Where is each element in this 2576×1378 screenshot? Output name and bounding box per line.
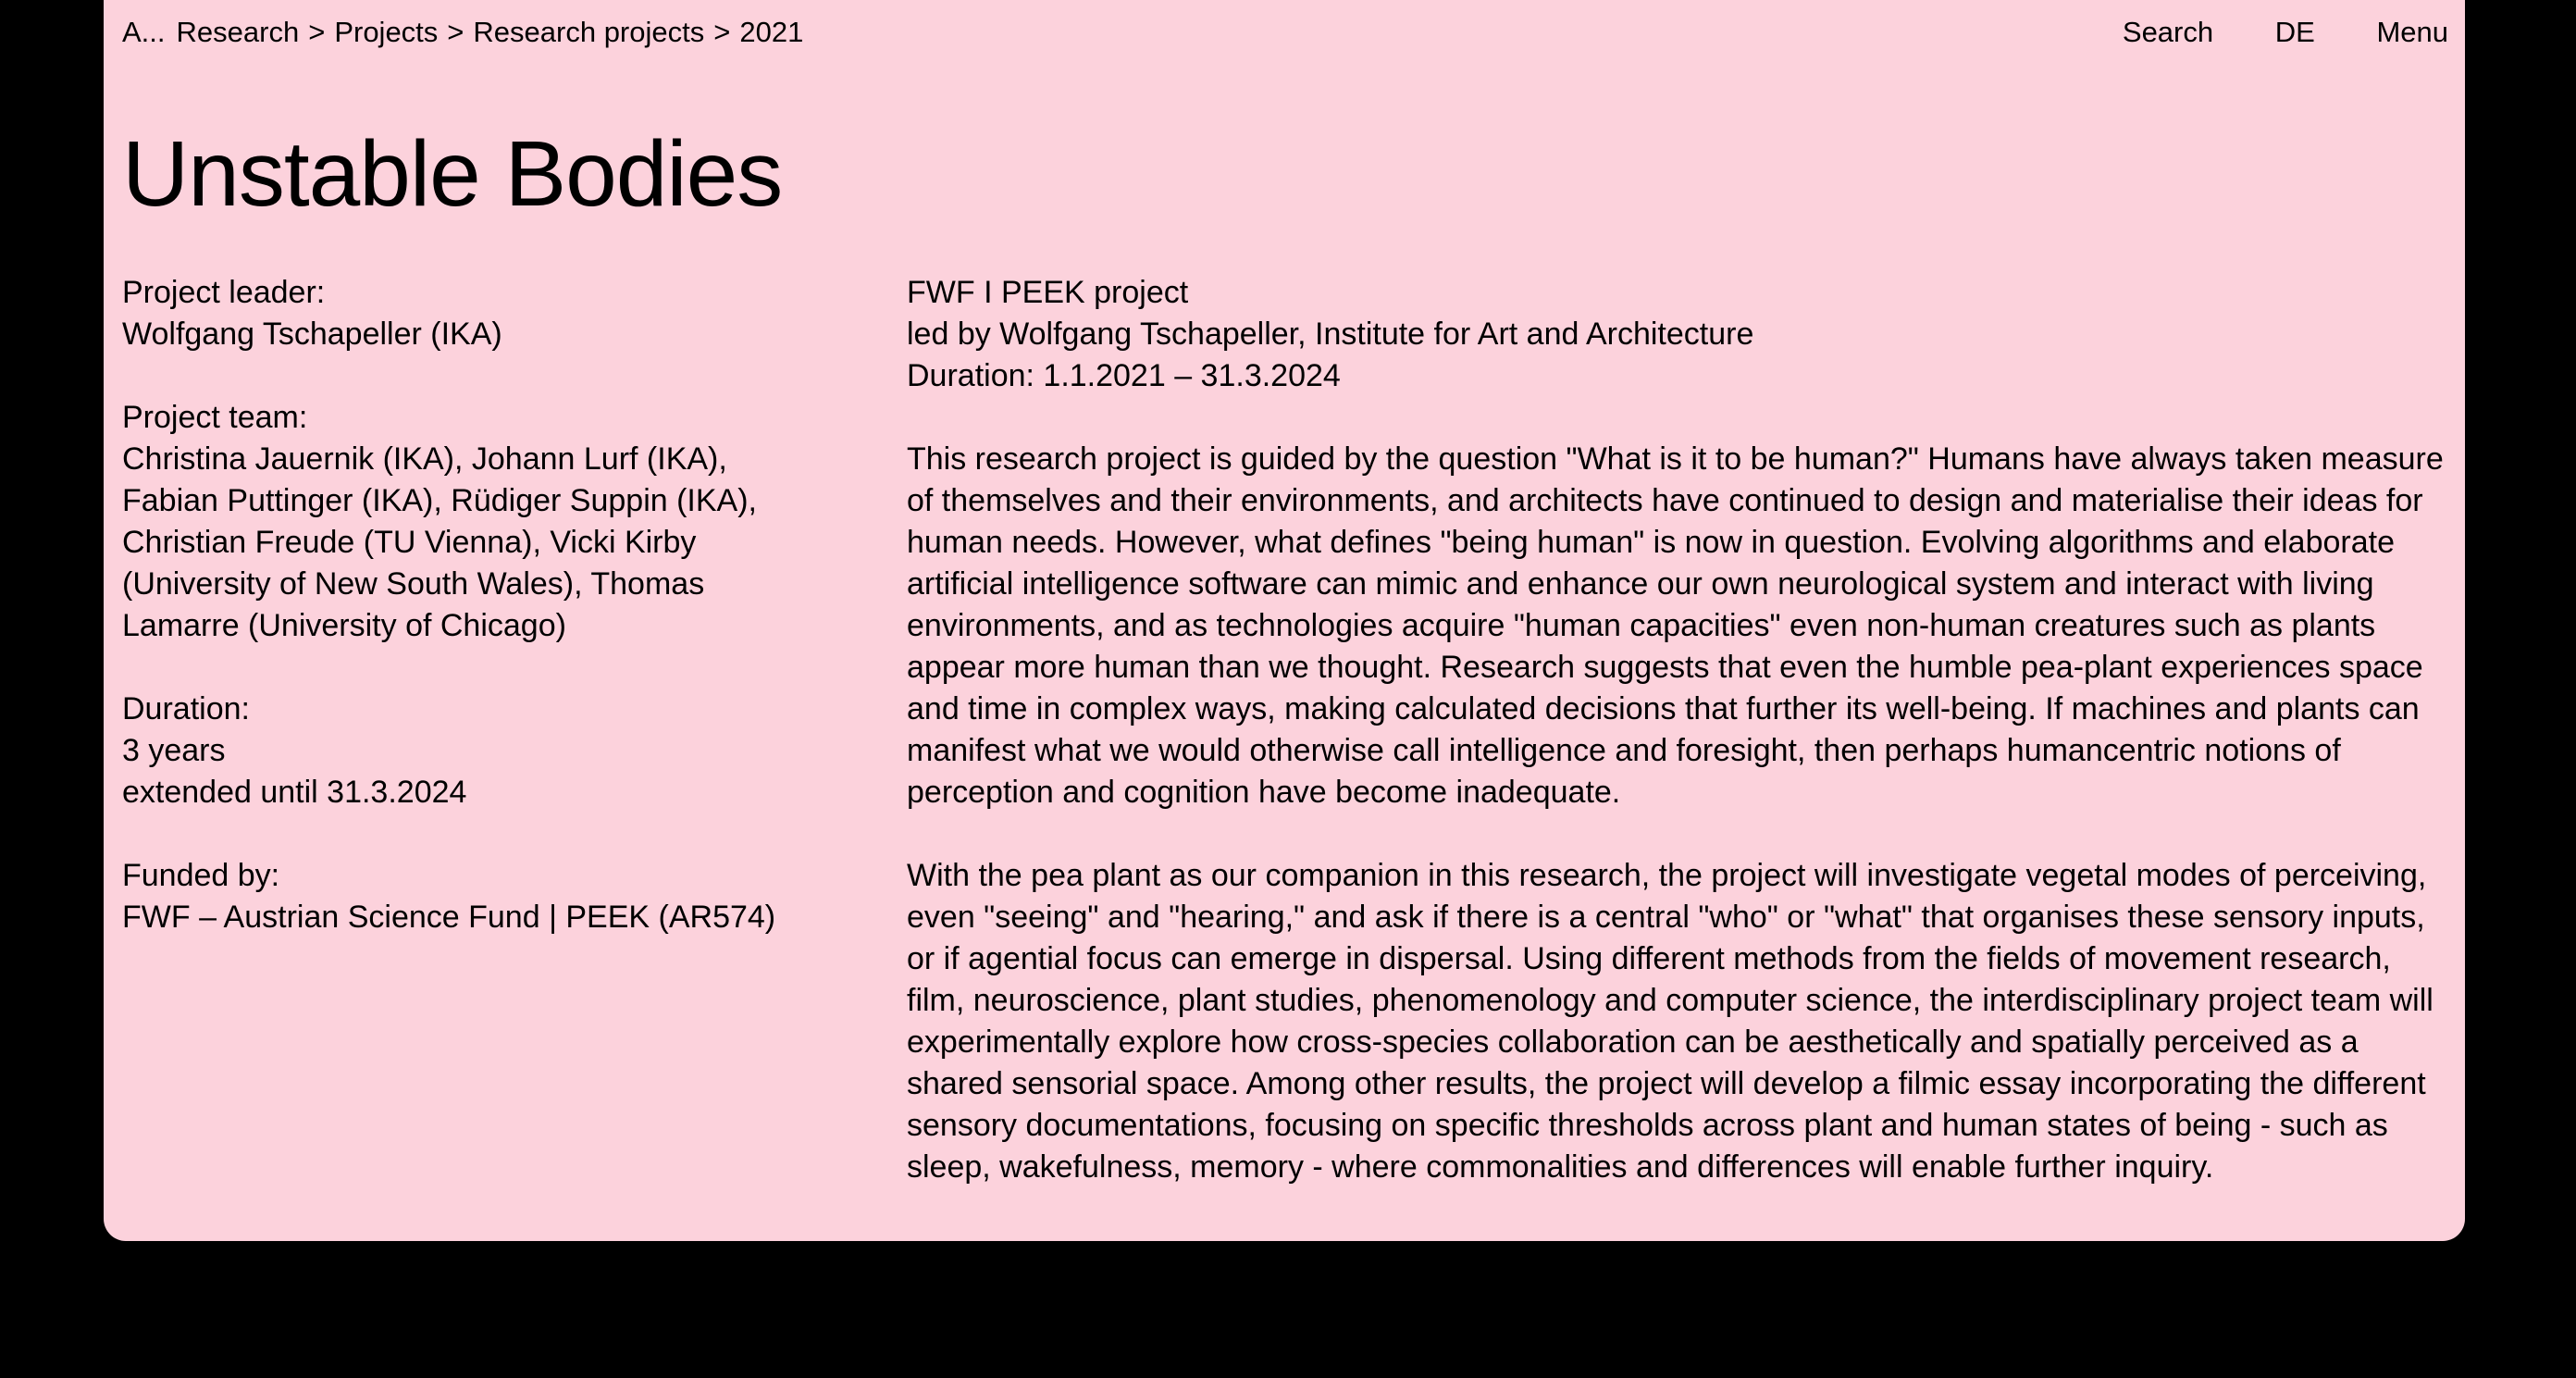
project-leader-section [122, 272, 825, 355]
content-columns [104, 272, 2465, 1188]
breadcrumb-separator: > [308, 16, 326, 48]
top-bar [104, 0, 2465, 50]
intro-line-duration: Duration: 1.1.2021 – 31.3.2024 [907, 358, 1341, 393]
duration-value: 3 years [122, 733, 226, 768]
breadcrumb-separator: > [713, 16, 731, 48]
intro-line-led-by: led by Wolfgang Tschapeller, Institute for Art and Architecture [907, 317, 1754, 352]
breadcrumb-item-2021[interactable]: 2021 [739, 16, 804, 48]
project-description-column [907, 272, 2454, 1188]
project-team-section [122, 397, 825, 647]
project-meta-column [122, 272, 825, 1188]
menu-button[interactable]: Menu [2376, 16, 2448, 48]
breadcrumb [122, 15, 803, 50]
funded-by-label: Funded by: [122, 858, 280, 893]
language-toggle[interactable]: DE [2274, 16, 2315, 48]
content-panel [104, 0, 2465, 1241]
project-intro-section [907, 272, 2454, 397]
breadcrumb-item-home[interactable]: A... [122, 16, 166, 48]
description-paragraph-1: This research project is guided by the question "What is it to be human?" Humans have always taken measure of themselves and their environments, and architects have continued to design and materialise their ideas for human needs. However, what defines "being human" is now in question. Evolving algorithms and elaborate artificial intelligence software can mimic and enhance our own neurological system and interact with living environments, and as technologies acquire "human capacities" even non-human creatures such as plants appear more human than we thought. Research suggests that even the humble pea-plant experiences space and time in complex ways, making calculated decisions that further its well-being. If machines and plants can manifest what we would otherwise call intelligence and foresight, then perhaps humancentric notions of perception and cognition have become inadequate. [907, 441, 2444, 810]
duration-extension: extended until 31.3.2024 [122, 775, 467, 810]
project-leader-label: Project leader: [122, 275, 326, 310]
project-leader-value: Wolfgang Tschapeller (IKA) [122, 317, 502, 352]
breadcrumb-item-research-projects[interactable]: Research projects [473, 16, 705, 48]
funded-by-section [122, 855, 825, 938]
duration-section [122, 689, 825, 813]
search-button[interactable]: Search [2122, 16, 2214, 48]
breadcrumb-item-research[interactable]: Research [176, 16, 300, 48]
breadcrumb-item-projects[interactable]: Projects [334, 16, 439, 48]
funded-by-value: FWF – Austrian Science Fund | PEEK (AR574) [122, 900, 776, 935]
intro-line-fwf-peek: FWF I PEEK project [907, 275, 1189, 310]
breadcrumb-separator: > [447, 16, 464, 48]
project-team-label: Project team: [122, 400, 308, 435]
duration-label: Duration: [122, 691, 250, 726]
project-team-value: Christina Jauernik (IKA), Johann Lurf (IKA), Fabian Puttinger (IKA), Rüdiger Suppin (IKA), Christian Freude (TU Vienna), Vicki Kirby (University of New South Wales), Thomas Lamarre (University of Chicago) [122, 441, 757, 643]
description-paragraph-2: With the pea plant as our companion in this research, the project will investigate vegetal modes of perceiving, even "seeing" and "hearing," and ask if there is a central "who" or "what" that organises these sensory inputs, or if agential focus can emerge in dispersal. Using different methods from the fields of movement research, film, neuroscience, plant studies, phenomenology and computer science, the interdisciplinary project team will experimentally explore how cross-species collaboration can be aesthetically and spatially perceived as a shared sensorial space. Among other results, the project will develop a filmic essay incorporating the different sensory documentations, focusing on specific thresholds across plant and human states of being - such as sleep, wakefulness, memory - where commonalities and differences will enable further inquiry. [907, 858, 2434, 1185]
top-nav [2069, 15, 2448, 50]
page-title: Unstable Bodies [122, 122, 783, 226]
